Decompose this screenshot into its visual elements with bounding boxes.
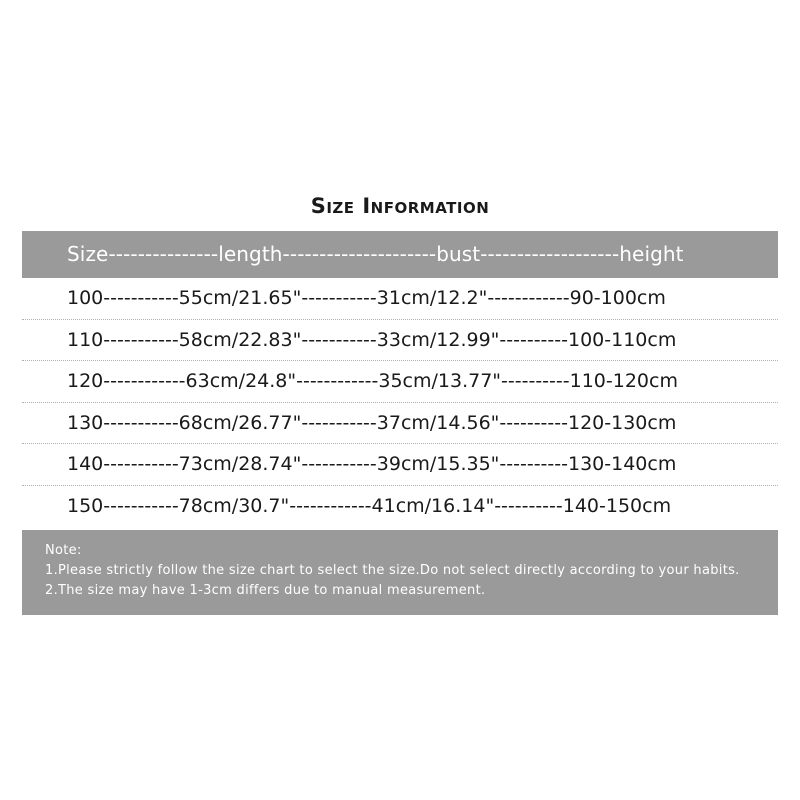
size-row-140: 140-----------73cm/28.74"-----------39cm/15.35"----------130-140cm <box>22 444 778 486</box>
note-line-1: 1.Please strictly follow the size chart to select the size.Do not select directly according to your habits. <box>45 563 740 578</box>
size-table-rows <box>22 278 778 528</box>
size-row-110: 110-----------58cm/22.83"-----------33cm/12.99"----------100-110cm <box>22 320 778 362</box>
size-information-title: Size Information <box>310 194 490 218</box>
size-row-130: 130-----------68cm/26.77"-----------37cm/14.56"----------120-130cm <box>22 403 778 445</box>
note-heading: Note: <box>45 543 82 558</box>
note-box <box>22 530 778 615</box>
size-row-120: 120------------63cm/24.8"------------35cm/13.77"----------110-120cm <box>22 361 778 403</box>
note-line-2: 2.The size may have 1-3cm differs due to manual measurement. <box>45 583 486 598</box>
size-row-100: 100-----------55cm/21.65"-----------31cm/12.2"------------90-100cm <box>22 278 778 320</box>
size-row-150: 150-----------78cm/30.7"------------41cm/16.14"----------140-150cm <box>67 494 672 517</box>
size-table-header: Size---------------length---------------------bust-------------------height <box>22 231 778 278</box>
